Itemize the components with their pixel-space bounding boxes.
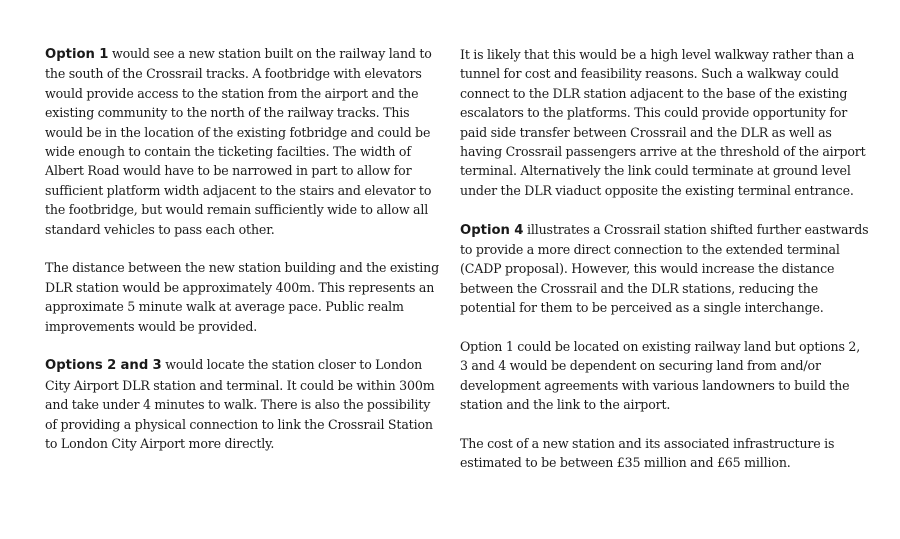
option-1-paragraph: [45, 44, 445, 239]
cost-paragraph: [460, 434, 870, 473]
option-4-paragraph: [460, 220, 870, 318]
options-2-3-text: would locate the station closer to London City Airport DLR station and terminal. It could be within 300m and take under 4 minutes to walk. There is also the possibility of providing a physical connection to link the Crossrail Station to London City Airport more directly.: [45, 357, 435, 452]
option-4-text: illustrates a Crossrail station shifted further eastwards to provide a more direct connection to the extended terminal (CADP proposal). However, this would increase the distance between the Crossrail and the DLR stations, reducing the potential for them to be perceived as a single interchange.: [460, 221, 869, 316]
left-column: [45, 44, 445, 454]
options-2-3-paragraph: [45, 355, 445, 453]
right-column: [460, 45, 870, 473]
options-2-3-lead: Options 2 and 3: [45, 358, 162, 374]
option-1-lead: Option 1: [45, 47, 109, 62]
option-4-lead: Option 4: [460, 222, 524, 238]
option-1-text: would see a new station built on the railway land to the south of the Crossrail tracks. A footbridge with elevators would provide access to the station from the airport and the existing community to the north of the railway tracks. This would be in the location of the existing fotbridge and could be wide enough to contain the ticketing facilties. The width of Albert Road would have to be narrowed in part to allow for sufficient platform width adjacent to the stairs and elevator to the footbridge, but would remain sufficiently wide to allow all standard vehicles to pass each other.: [45, 46, 432, 237]
walkway-text: It is likely that this would be a high level walkway rather than a tunnel for cost and feasibility reasons. Such a walkway could connect to the DLR station adjacent to the base of the existing escalators to the platforms. This could provide opportunity for paid side transfer between Crossrail and the DLR as well as having Crossrail passengers arrive at the threshold of the airport terminal. Alternatively the link could terminate at ground level under the DLR viaduct opposite the existing terminal entrance.: [460, 47, 866, 198]
walkway-paragraph: [460, 45, 870, 200]
land-paragraph: [460, 337, 870, 415]
distance-paragraph: [45, 258, 445, 336]
cost-text: The cost of a new station and its associated infrastructure is estimated to be between £35 million and £65 million.: [460, 436, 835, 471]
distance-text: The distance between the new station building and the existing DLR station would be approximately 400m. This represents an approximate 5 minute walk at average pace. Public realm improvements would be provided.: [45, 260, 439, 334]
land-text: Option 1 could be located on existing railway land but options 2, 3 and 4 would be dependent on securing land from and/or development agreements with various landowners to build the station and the link to the airport.: [460, 339, 861, 413]
